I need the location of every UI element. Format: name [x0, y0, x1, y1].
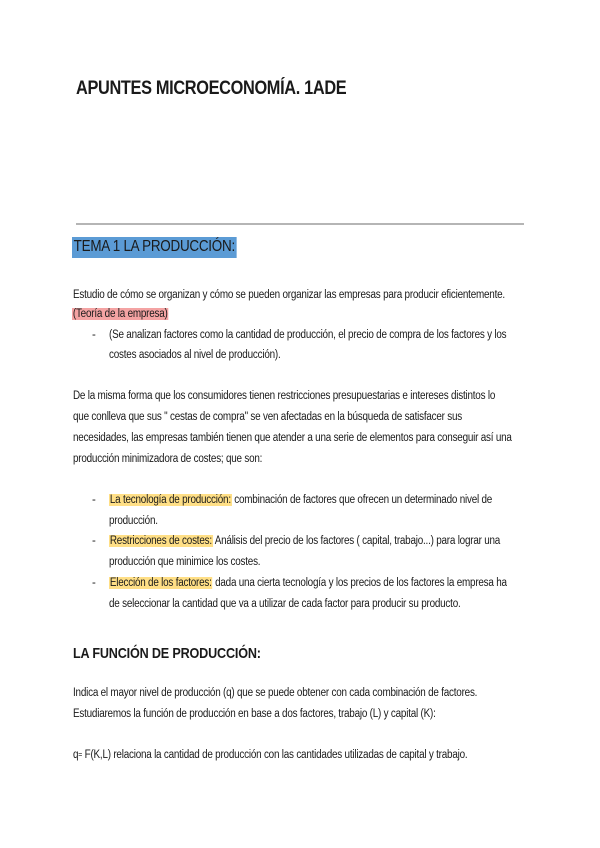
formula-q: q — [73, 749, 79, 761]
paragraph-line: producción minimizadora de costes; que son: — [73, 453, 263, 465]
bullet-text: combinación de factores que ofrecen un determinado nivel de — [231, 494, 493, 506]
section-heading: LA FUNCIÓN DE PRODUCCIÓN: — [73, 645, 261, 662]
paragraph-line: que conlleva que sus " cestas de compra" se ven afectadas en la búsqueda de satisfacer sus — [73, 411, 463, 423]
bullet-term: La tecnología de producción: — [109, 494, 231, 506]
tema-heading: TEMA 1 LA PRODUCCIÓN: — [72, 237, 237, 258]
bullet-dash: - — [92, 329, 96, 341]
bullet-item-tecnologia — [109, 494, 492, 506]
section-line: Indica el mayor nivel de producción (q) que se puede obtener con cada combinación de factores. — [73, 687, 478, 699]
bullet-term: Restricciones de costes: — [109, 535, 212, 547]
intro-line: Estudio de cómo se organizan y cómo se pueden organizar las empresas para producir eficientemente. — [73, 289, 505, 301]
bullet-text: Análisis del precio de los factores ( capital, trabajo...) para lograr una — [212, 535, 501, 547]
paragraph-line: De la misma forma que los consumidores tienen restricciones presupuestarias e intereses distintos lo — [73, 390, 496, 402]
bullet-continuation: producción. — [109, 515, 158, 527]
bullet-dash: - — [92, 535, 96, 547]
bullet-continuation: producción que minimice los costes. — [109, 556, 261, 568]
bullet-text: dada una cierta tecnología y los precios de los factores la empresa ha — [212, 577, 507, 589]
bullet-dash: - — [92, 577, 96, 589]
bullet-term: Elección de los factores: — [109, 577, 212, 589]
formula-equals: = — [78, 750, 83, 759]
bullet-item-eleccion — [109, 577, 507, 589]
bullet-continuation: de seleccionar la cantidad que va a utilizar de cada factor para producir su producto. — [109, 598, 461, 610]
formula-text: F(K,L) relaciona la cantidad de producción con las cantidades utilizadas de capital y trabajo. — [82, 749, 468, 761]
bullet-dash: - — [92, 494, 96, 506]
intro-highlight-line — [72, 308, 168, 320]
paragraph-line: necesidades, las empresas también tienen que atender a una serie de elementos para conseguir así una — [73, 432, 512, 444]
horizontal-divider — [76, 223, 524, 225]
intro-bullet-line: costes asociados al nivel de producción). — [109, 349, 281, 361]
teoria-empresa-highlight: (Teoría de la empresa) — [72, 308, 168, 320]
document-title: APUNTES MICROECONOMÍA. 1ADE — [76, 78, 347, 99]
section-line: Estudiaremos la función de producción en base a dos factores, trabajo (L) y capital (K): — [73, 708, 436, 720]
bullet-item-restricciones — [109, 535, 500, 547]
formula-line — [73, 749, 467, 761]
intro-bullet-line: (Se analizan factores como la cantidad de producción, el precio de compra de los factores y los — [109, 329, 507, 341]
